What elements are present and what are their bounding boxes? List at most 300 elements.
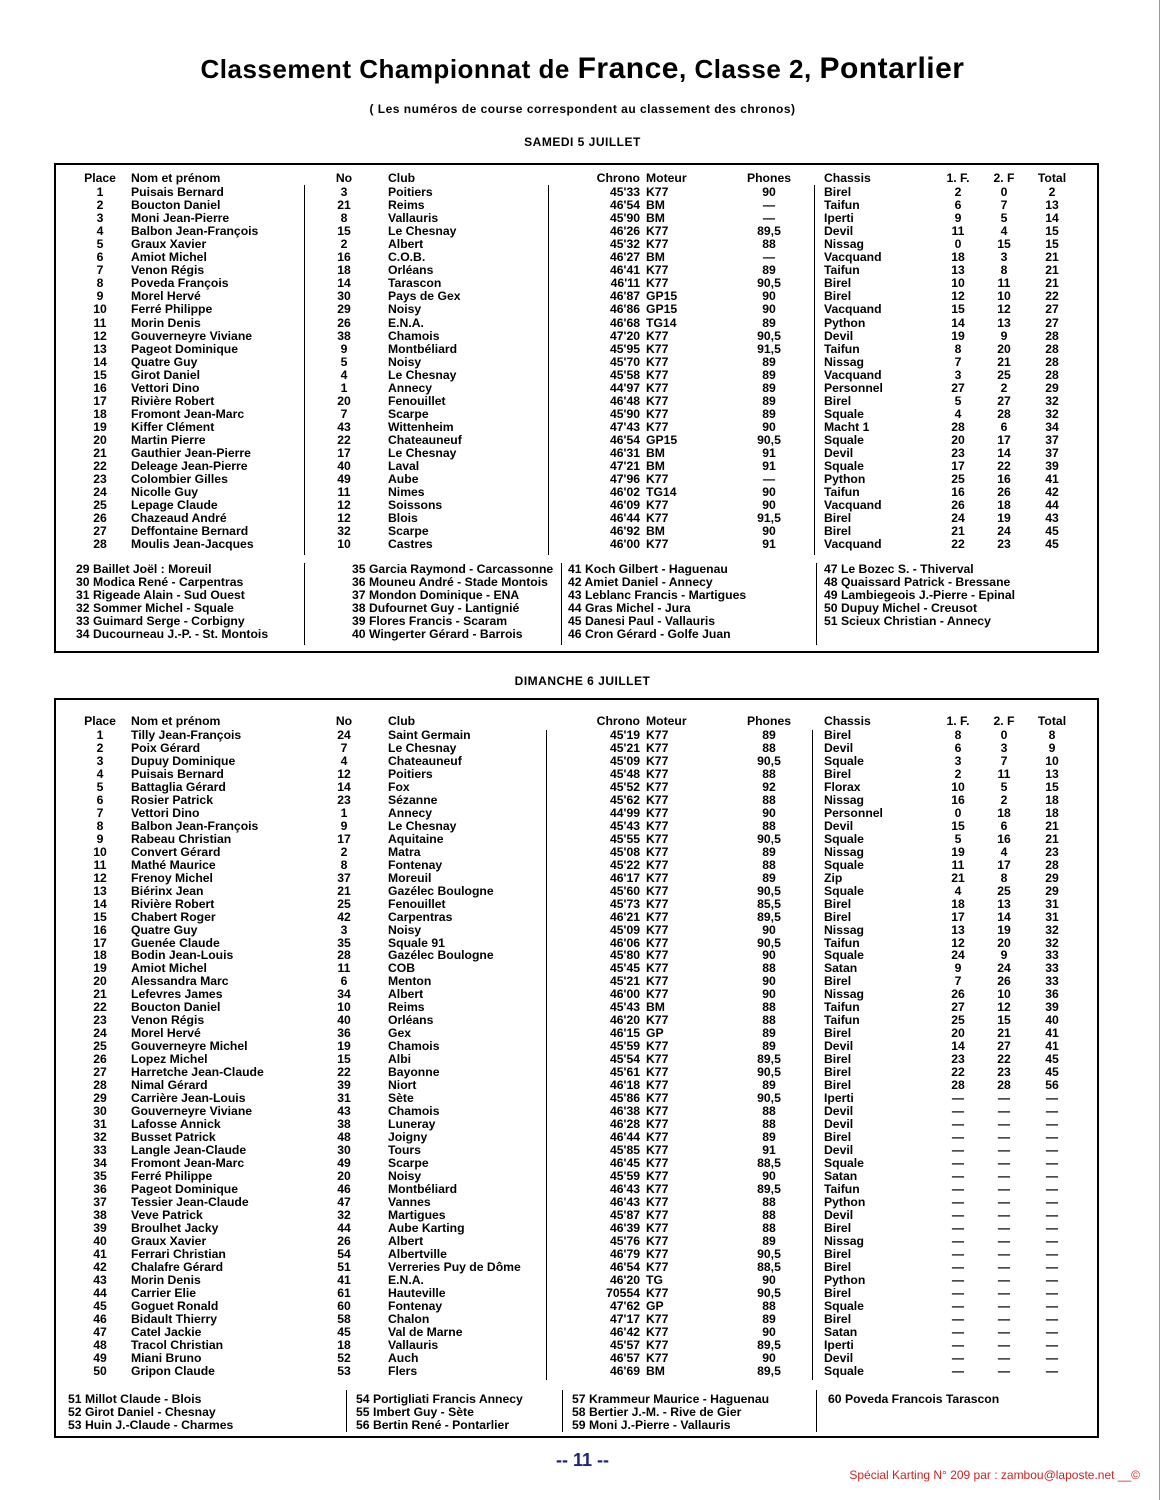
cell-chrono: 45'76 (609, 1234, 640, 1248)
cell-club: Vallauris (388, 1338, 439, 1352)
cell-name: Balbon Jean-François (131, 819, 259, 833)
cell-no: 1 (340, 381, 348, 395)
table-row (56, 820, 1097, 833)
cell-chrono: 45'48 (609, 767, 640, 781)
footer-entry: 40 Wingerter Gérard - Barrois (352, 627, 523, 641)
cell-second-final: — (997, 1105, 1011, 1119)
cell-place: 50 (93, 1364, 107, 1378)
table-row (56, 949, 1097, 962)
cell-second-final: 14 (997, 447, 1011, 460)
cell-first-final: — (951, 1351, 965, 1365)
table-row (56, 251, 1097, 264)
cell-phones: 89 (762, 1312, 776, 1326)
table-row (56, 303, 1097, 316)
table-row (56, 1313, 1097, 1326)
cell-no: 20 (337, 1169, 351, 1183)
cell-chassis: Devil (824, 1040, 854, 1054)
cell-moteur: K77 (646, 923, 669, 937)
column-header-club: Club (388, 715, 416, 728)
footer-entry: 55 Imbert Guy - Sète (356, 1405, 474, 1419)
cell-name: Lefevres James (131, 988, 223, 1002)
cell-chassis: Nissag (824, 355, 864, 369)
cell-second-final: — (997, 1182, 1011, 1196)
cell-moteur: K77 (646, 936, 669, 950)
cell-no: 16 (337, 251, 351, 265)
cell-club: COB (388, 962, 416, 976)
cell-club: Le Chesnay (388, 368, 457, 382)
cell-total: 33 (1045, 949, 1059, 963)
cell-name: Morel Hervé (131, 1027, 201, 1041)
footer-entry: 44 Gras Michel - Jura (568, 601, 691, 615)
cell-total: 21 (1045, 832, 1059, 846)
cell-club: Reims (388, 1001, 425, 1015)
cell-total: 15 (1045, 225, 1059, 239)
cell-club: Noisy (388, 303, 422, 317)
cell-no: 37 (337, 871, 351, 885)
cell-second-final: 15 (997, 1014, 1011, 1028)
cell-club: Aube Karting (388, 1221, 465, 1235)
cell-club: Gazélec Boulogne (388, 949, 494, 963)
cell-chrono: 45'21 (609, 975, 640, 989)
cell-no: 15 (337, 225, 351, 239)
cell-place: 13 (93, 884, 107, 898)
cell-total: — (1045, 1260, 1059, 1274)
cell-place: 45 (93, 1299, 107, 1313)
page-title (0, 52, 1165, 86)
cell-name: Carrière Jean-Louis (131, 1092, 246, 1106)
cell-no: 58 (337, 1312, 351, 1326)
cell-name: Morin Denis (131, 316, 201, 330)
column-header-moteur: Moteur (646, 715, 687, 728)
cell-first-final: 21 (951, 525, 965, 539)
cell-place: 7 (96, 806, 104, 820)
cell-club: Blois (388, 512, 418, 526)
cell-second-final: 13 (997, 897, 1011, 911)
cell-second-final: 8 (1000, 871, 1008, 885)
cell-second-final: — (997, 1092, 1011, 1106)
cell-first-final: 26 (951, 988, 965, 1002)
cell-phones: 89 (762, 407, 776, 421)
cell-place: 10 (93, 303, 107, 317)
cell-moteur: GP (646, 1027, 664, 1041)
cell-name: Deffontaine Bernard (131, 525, 249, 539)
cell-second-final: 13 (997, 316, 1011, 330)
cell-second-final: 10 (997, 290, 1011, 304)
cell-chrono: 47'20 (609, 329, 640, 343)
column-divider (304, 185, 305, 555)
cell-total: — (1045, 1208, 1059, 1222)
cell-moteur: K77 (646, 1234, 669, 1248)
table-row (56, 486, 1097, 499)
table-row (56, 343, 1097, 356)
cell-chassis: Birel (824, 1312, 852, 1326)
cell-first-final: — (951, 1208, 965, 1222)
cell-first-final: 20 (951, 433, 965, 447)
cell-chrono: 45'09 (609, 754, 640, 768)
cell-chassis: Birel (824, 1260, 852, 1274)
cell-name: Miani Bruno (131, 1351, 202, 1365)
cell-moteur: K77 (646, 1312, 669, 1326)
cell-name: Vettori Dino (131, 381, 200, 395)
cell-club: Reims (388, 199, 425, 213)
cell-no: 6 (340, 975, 348, 989)
table-row (56, 911, 1097, 924)
cell-place: 18 (93, 949, 107, 963)
table-row (56, 447, 1097, 460)
cell-second-final: 16 (997, 832, 1011, 846)
cell-phones: — (762, 473, 776, 487)
cell-phones: 88 (762, 819, 776, 833)
cell-club: Albertville (388, 1247, 447, 1261)
cell-moteur: GP (646, 1299, 664, 1313)
cell-no: 42 (337, 910, 351, 924)
column-header-second-final: 2. F (993, 715, 1015, 728)
cell-name: Fromont Jean-Marc (131, 1157, 245, 1170)
cell-name: Morel Hervé (131, 290, 201, 304)
cell-no: 54 (337, 1247, 351, 1261)
cell-place: 28 (93, 538, 107, 552)
cell-no: 7 (340, 407, 348, 421)
cell-total: 15 (1045, 780, 1059, 794)
cell-first-final: 23 (951, 447, 965, 460)
cell-second-final: — (997, 1208, 1011, 1222)
cell-moteur: K77 (646, 329, 669, 343)
cell-phones: 90,5 (757, 1066, 781, 1080)
cell-no: 8 (340, 858, 348, 872)
cell-name: Guenée Claude (131, 936, 220, 950)
cell-first-final: 3 (954, 754, 962, 768)
cell-phones: 90,5 (757, 277, 781, 291)
cell-name: Battaglia Gérard (131, 780, 226, 794)
cell-name: Gripon Claude (131, 1364, 215, 1378)
cell-place: 43 (93, 1273, 107, 1287)
cell-moteur: K77 (646, 1066, 669, 1080)
table-row (56, 898, 1097, 911)
cell-phones: 88 (762, 1195, 776, 1209)
cell-second-final: 17 (997, 433, 1011, 447)
cell-moteur: K77 (646, 910, 669, 924)
cell-name: Mathé Maurice (131, 858, 216, 872)
cell-phones: 90 (762, 499, 776, 513)
cell-chassis: Birel (824, 1027, 852, 1041)
cell-total: — (1045, 1364, 1059, 1378)
cell-place: 39 (93, 1221, 107, 1235)
cell-second-final: 9 (1000, 329, 1008, 343)
cell-club: Auch (388, 1351, 419, 1365)
cell-chassis: Birel (824, 277, 852, 291)
cell-total: 2 (1048, 186, 1056, 199)
table-row (56, 833, 1097, 846)
cell-chassis: Taifun (824, 1001, 860, 1015)
cell-chrono: 46'87 (609, 290, 640, 304)
cell-chassis: Birel (824, 512, 852, 526)
cell-chassis: Squale (824, 433, 864, 447)
cell-club: Joigny (388, 1131, 428, 1145)
cell-chrono: 45'85 (609, 1144, 640, 1158)
cell-chrono: 47'96 (609, 473, 640, 487)
footer-entry: 39 Flores Francis - Scaram (352, 614, 508, 628)
cell-place: 47 (93, 1325, 107, 1339)
cell-second-final: — (997, 1273, 1011, 1287)
cell-no: 14 (337, 277, 351, 291)
cell-phones: 90,5 (757, 1286, 781, 1300)
cell-chassis: Taifun (824, 936, 860, 950)
cell-phones: 89,5 (757, 910, 781, 924)
cell-first-final: — (951, 1299, 965, 1313)
cell-total: — (1045, 1092, 1059, 1106)
table-row (56, 1235, 1097, 1248)
column-divider (814, 185, 815, 555)
cell-chrono: 45'86 (609, 1092, 640, 1106)
cell-no: 11 (337, 962, 351, 976)
cell-club: Pays de Gex (388, 290, 461, 304)
cell-name: Amiot Michel (131, 962, 207, 976)
cell-phones: 89 (762, 264, 776, 278)
cell-phones: 90,5 (757, 1247, 781, 1261)
cell-chrono: 46'41 (609, 264, 640, 278)
cell-phones: 89 (762, 355, 776, 369)
cell-phones: 90 (762, 923, 776, 937)
cell-first-final: 4 (954, 407, 962, 421)
table-row (56, 755, 1097, 768)
cell-phones: 88 (762, 741, 776, 755)
cell-total: 21 (1045, 264, 1059, 278)
cell-phones: 85,5 (757, 897, 781, 911)
cell-total: — (1045, 1182, 1059, 1196)
cell-chrono: 46'69 (609, 1364, 640, 1378)
cell-no: 15 (337, 1053, 351, 1067)
cell-moteur: K77 (646, 897, 669, 911)
cell-place: 42 (93, 1260, 107, 1274)
cell-first-final: 23 (951, 1053, 965, 1067)
cell-second-final: — (997, 1364, 1011, 1378)
cell-first-final: 10 (951, 780, 965, 794)
cell-club: Noisy (388, 1169, 422, 1183)
cell-moteur: K77 (646, 845, 669, 859)
cell-second-final: 12 (997, 303, 1011, 317)
cell-chassis: Iperti (824, 1092, 854, 1106)
cell-chassis: Devil (824, 329, 854, 343)
table-row (56, 1040, 1097, 1053)
cell-club: Scarpe (388, 1157, 429, 1170)
cell-moteur: K77 (646, 949, 669, 963)
cell-moteur: GP15 (646, 290, 678, 304)
cell-place: 5 (96, 238, 104, 252)
table-row (56, 264, 1097, 277)
column-header-place: Place (84, 172, 116, 185)
cell-chassis: Nissag (824, 1234, 864, 1248)
cell-total: 18 (1045, 793, 1059, 807)
cell-second-final: 3 (1000, 741, 1008, 755)
cell-no: 41 (337, 1273, 351, 1287)
column-header-club: Club (388, 172, 416, 185)
cell-moteur: K77 (646, 1351, 669, 1365)
cell-no: 40 (337, 460, 351, 474)
cell-second-final: — (997, 1221, 1011, 1235)
table-row (56, 1014, 1097, 1027)
cell-first-final: 11 (951, 858, 965, 872)
cell-total: 29 (1045, 381, 1059, 395)
cell-second-final: 22 (997, 1053, 1011, 1067)
cell-first-final: 16 (951, 486, 965, 500)
cell-total: — (1045, 1312, 1059, 1326)
table-row (56, 768, 1097, 781)
cell-total: 21 (1045, 819, 1059, 833)
cell-club: Val de Marne (388, 1325, 463, 1339)
cell-chassis: Taifun (824, 1014, 860, 1028)
cell-second-final: 24 (997, 525, 1011, 539)
cell-place: 19 (93, 420, 107, 434)
column-header-place: Place (84, 715, 116, 728)
cell-moteur: BM (646, 199, 665, 213)
cell-second-final: — (997, 1234, 1011, 1248)
table-row (56, 975, 1097, 988)
cell-moteur: K77 (646, 512, 669, 526)
cell-first-final: 9 (954, 962, 962, 976)
cell-no: 35 (337, 936, 351, 950)
cell-no: 12 (337, 767, 351, 781)
cell-moteur: K77 (646, 1092, 669, 1106)
cell-first-final: 12 (951, 290, 965, 304)
table-row (56, 1105, 1097, 1118)
cell-place: 38 (93, 1208, 107, 1222)
cell-moteur: K77 (646, 1169, 669, 1183)
cell-no: 47 (337, 1195, 351, 1209)
cell-place: 23 (93, 473, 107, 487)
cell-club: Fenouillet (388, 897, 446, 911)
cell-total: 21 (1045, 277, 1059, 291)
cell-moteur: K77 (646, 1221, 669, 1235)
table-row (56, 1222, 1097, 1235)
cell-chrono: 46'09 (609, 499, 640, 513)
cell-phones: 88 (762, 238, 776, 252)
cell-second-final: 14 (997, 910, 1011, 924)
cell-phones: 91 (762, 447, 776, 460)
cell-moteur: BM (646, 525, 665, 539)
cell-no: 18 (337, 264, 351, 278)
cell-name: Convert Gérard (131, 845, 221, 859)
cell-chrono: 45'57 (609, 1338, 640, 1352)
cell-club: Le Chesnay (388, 819, 457, 833)
cell-moteur: K77 (646, 355, 669, 369)
cell-phones: — (762, 251, 776, 265)
cell-first-final: 16 (951, 793, 965, 807)
table-row (56, 499, 1097, 512)
cell-chassis: Birel (824, 1247, 852, 1261)
cell-total: — (1045, 1169, 1059, 1183)
cell-total: — (1045, 1144, 1059, 1158)
cell-club: Niort (388, 1079, 417, 1093)
cell-name: Frenoy Michel (131, 871, 213, 885)
table-row (56, 277, 1097, 290)
cell-no: 40 (337, 1014, 351, 1028)
cell-first-final: 20 (951, 1027, 965, 1041)
cell-phones: 90,5 (757, 754, 781, 768)
table-row (56, 1027, 1097, 1040)
table-row (56, 885, 1097, 898)
footer-entry: 33 Guimard Serge - Corbigny (76, 614, 245, 628)
cell-name: Poveda François (131, 277, 229, 291)
cell-name: Boucton Daniel (131, 1001, 221, 1015)
cell-moteur: K77 (646, 858, 669, 872)
table-row (56, 859, 1097, 872)
cell-phones: 90 (762, 525, 776, 539)
cell-club: Scarpe (388, 525, 429, 539)
cell-second-final: 2 (1000, 793, 1008, 807)
cell-chrono: 45'90 (609, 212, 640, 226)
cell-no: 21 (337, 199, 351, 213)
cell-no: 36 (337, 1027, 351, 1041)
cell-place: 24 (93, 486, 107, 500)
cell-club: Chamois (388, 1040, 440, 1054)
cell-chrono: 45'90 (609, 407, 640, 421)
cell-first-final: — (951, 1364, 965, 1378)
column-divider (346, 1390, 347, 1432)
cell-moteur: K77 (646, 381, 669, 395)
cell-chassis: Zip (824, 871, 843, 885)
cell-chassis: Satan (824, 1169, 858, 1183)
cell-moteur: K77 (646, 962, 669, 976)
cell-first-final: 15 (951, 303, 965, 317)
table-row (56, 962, 1097, 975)
cell-moteur: K77 (646, 225, 669, 239)
cell-club: Laval (388, 460, 420, 474)
page-number: -- 11 -- (555, 1450, 609, 1470)
cell-place: 9 (96, 290, 104, 304)
cell-second-final: 21 (997, 355, 1011, 369)
cell-name: Puisais Bernard (131, 186, 224, 199)
cell-chrono: 46'38 (609, 1105, 640, 1119)
cell-place: 30 (93, 1105, 107, 1119)
cell-no: 38 (337, 1118, 351, 1132)
cell-second-final: 27 (997, 394, 1011, 408)
credit-line: Spécial Karting N° 209 par : zambou@laposte.net __© (849, 1468, 1140, 1482)
cell-chassis: Squale (824, 884, 864, 898)
cell-total: 44 (1045, 499, 1059, 513)
cell-name: Deleage Jean-Pierre (131, 460, 248, 474)
column-header-name: Nom et prénom (131, 715, 221, 728)
footer-entry: 43 Leblanc Francis - Martigues (568, 588, 747, 602)
cell-total: 45 (1045, 1053, 1059, 1067)
cell-moteur: GP15 (646, 433, 678, 447)
cell-chrono: 70554 (606, 1286, 640, 1300)
cell-no: 39 (337, 1079, 351, 1093)
cell-phones: 88 (762, 793, 776, 807)
footer-entry: 52 Girot Daniel - Chesnay (68, 1405, 216, 1419)
table-row (56, 382, 1097, 395)
cell-moteur: TG14 (646, 316, 677, 330)
cell-no: 61 (337, 1286, 351, 1300)
cell-total: 45 (1045, 538, 1059, 552)
cell-no: 9 (340, 342, 348, 356)
cell-chassis: Devil (824, 225, 854, 239)
cell-first-final: 22 (951, 538, 965, 552)
cell-club: Castres (388, 538, 433, 552)
footer-entry: 32 Sommer Michel - Squale (76, 601, 234, 615)
cell-club: Sézanne (388, 793, 438, 807)
cell-place: 11 (93, 858, 107, 872)
cell-total: 32 (1045, 936, 1059, 950)
footer-entry: 37 Mondon Dominique - ENA (352, 588, 520, 602)
cell-chassis: Taifun (824, 1182, 860, 1196)
cell-place: 26 (93, 512, 107, 526)
cell-phones: 88 (762, 1299, 776, 1313)
cell-total: 41 (1045, 1040, 1059, 1054)
table-row (56, 937, 1097, 950)
cell-club: E.N.A. (388, 316, 424, 330)
cell-place: 3 (96, 212, 104, 226)
cell-moteur: K77 (646, 1157, 669, 1170)
